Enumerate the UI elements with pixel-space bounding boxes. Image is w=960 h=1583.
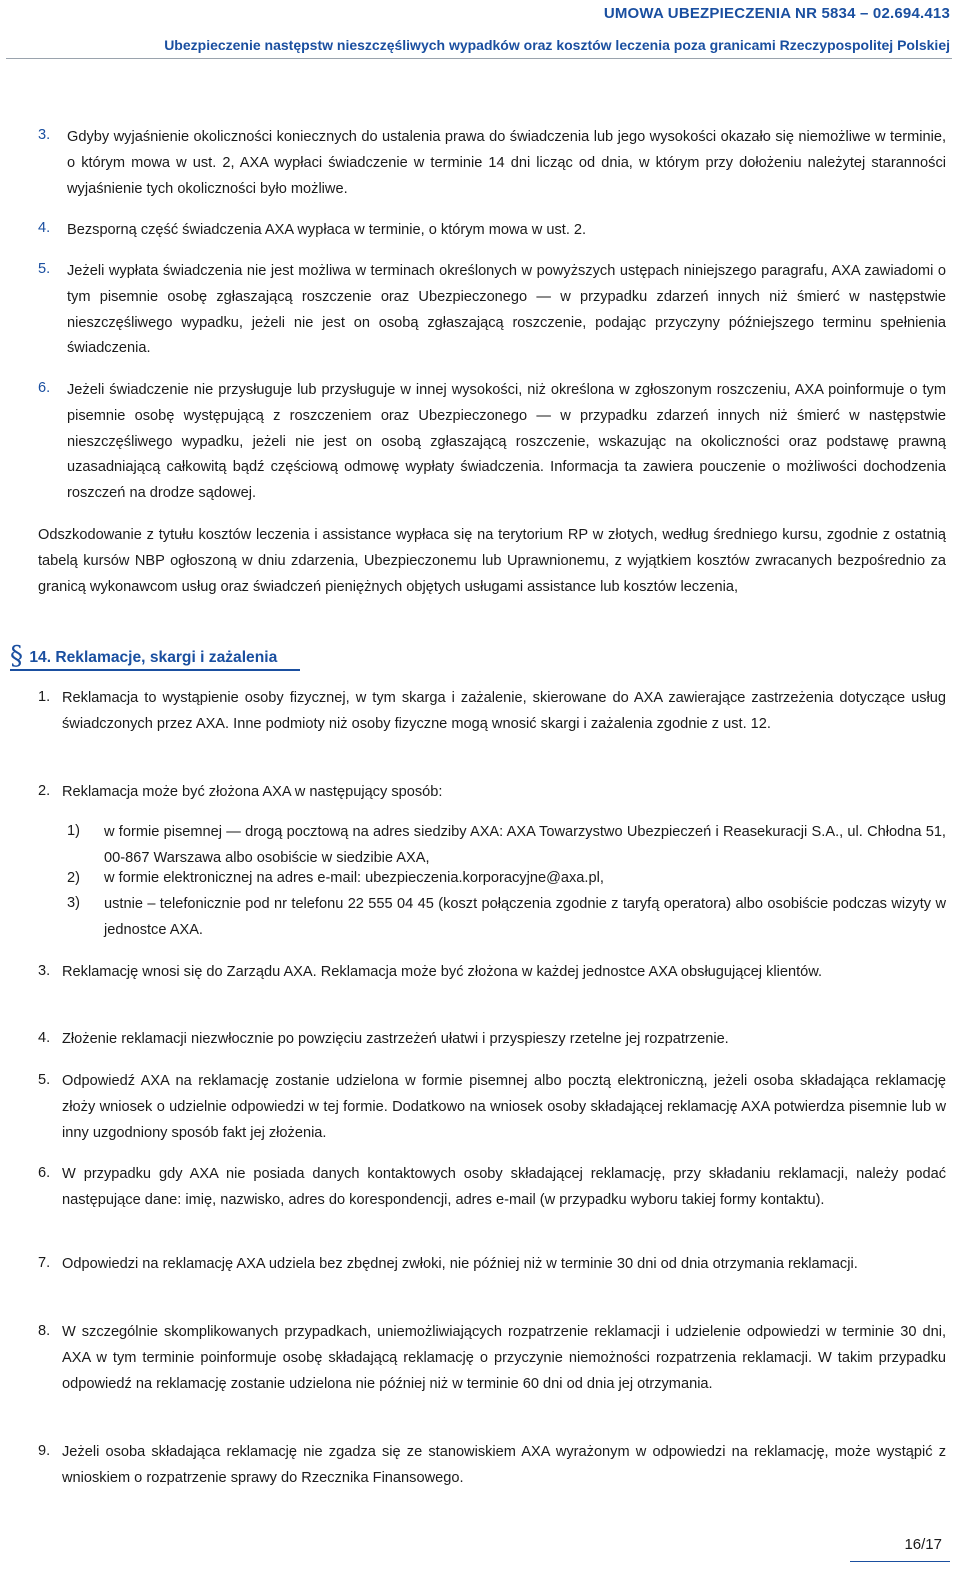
item-text: Złożenie reklamacji niezwłocznie po powzięciu zastrzeżeń ułatwi i przyspieszy rzetelne jej rozpatrzenie. [62,1031,729,1047]
method-text: w formie elektronicznej na adres e-mail: ubezpieczenia.korporacyjne@axa.pl, [104,870,604,886]
complaint-item-8 [62,1320,946,1397]
item-text: Reklamację wnosi się do Zarządu AXA. Reklamacja może być złożona w każdej jednostce AXA obsługującej klientów. [62,964,823,980]
method-text: w formie pisemnej — drogą pocztową na adres siedziby AXA: AXA Towarzystwo Ubezpieczeń i Reasekuracji S.A., ul. Chłodna 51, 00-867 Warszawa albo osobiście w siedzibie AXA, [104,824,946,866]
method-1 [104,820,946,872]
complaint-item-6 [62,1162,946,1214]
compensation-paragraph: Odszkodowanie z tytułu kosztów leczenia i assistance wypłaca się na terytorium RP w złotych, według średniego kursu, zgodnie z ostatnią tabelą kursów NBP ogłoszoną w dniu zdarzenia, Ubezpieczonemu lub Uprawnionemu, z wyjątkiem kosztów zwracanych bezpośrednio za granicą wykonawcom usług oraz świadczeń pieniężnych objętych usługami assistance lub kosztów leczenia, [38,527,946,595]
item-text: Jeżeli świadczenie nie przysługuje lub przysługuje w innej wysokości, niż określona w zgłoszonym roszczeniu, AXA poinformuje o tym pisemnie osobę występującą z roszczeniem oraz Ubezpieczonego — w przypadku zdarzeń innych niż śmierć w następstwie nieszczęśliwego wypadku, jeżeli nie jest on osobą zgłaszającą roszczenie, wskazując na okoliczności oraz podstawę prawną uzasadniającą całkowitą bądź częściową odmowę wypłaty świadczenia. Informacja ta zawiera pouczenie o możliwości dochodzenia roszczeń na drodze sądowej. [67,382,946,502]
item-text: Gdyby wyjaśnienie okoliczności koniecznych do ustalenia prawa do świadczenia lub jego wysokości okazało się niemożliwe w terminie, o którym mowa w ust. 2, AXA wypłaci świadczenie w terminie 14 dni licząc od dnia, w którym przy dołożeniu należytej staranności wyjaśnienie tych okoliczności było możliwe. [67,129,946,197]
complaint-item-7 [62,1252,946,1278]
item-text: W szczególnie skomplikowanych przypadkach, uniemożliwiających rozpatrzenie reklamacji i udzielenie odpowiedzi w terminie 30 dni, AXA w tym terminie poinformuje osobę składającą reklamację o przyczynie niemożności rozpatrzenia reklamacji. W takim przypadku odpowiedź na reklamację zostanie udzielona nie później niż w terminie 60 dni od dnia jej otrzymania. [62,1324,946,1392]
item-number: 3. [38,963,51,979]
item-number: 1. [38,689,51,705]
contract-number: UMOWA UBEZPIECZENIA NR 5834 – 02.694.413 [603,5,950,22]
method-number: 1) [67,823,80,839]
intro-item-5 [67,259,946,362]
item-number: 2. [38,783,51,799]
paragraph-symbol: § [10,641,23,671]
item-number: 4. [38,1030,51,1046]
method-text: ustnie – telefonicznie pod nr telefonu 22 555 04 45 (koszt połączenia zgodnie z taryfą operatora) albo osobiście podczas wizyty w jednostce AXA. [104,896,946,938]
item-number: 5. [38,1072,51,1088]
complaint-item-2 [62,780,946,806]
item-number: 9. [38,1443,51,1459]
item-number: 6. [38,1165,51,1181]
section-underline [10,669,300,671]
section-title: 14. Reklamacje, skargi i zażalenia [29,649,278,666]
complaint-item-1 [62,686,946,738]
item-text: Jeżeli wypłata świadczenia nie jest możliwa w terminach określonych w powyższych ustępach niniejszego paragrafu, AXA zawiadomi o tym pisemnie osobę zgłaszającą roszczenie oraz Ubezpieczonego — w przypadku zdarzeń innych niż śmierć w następstwie nieszczęśliwego wypadku, jeżeli nie jest on osobą zgłaszającą roszczenie, podając przyczyny późniejszego terminu spełnienia świadczenia. [67,263,946,357]
item-text: Odpowiedź AXA na reklamację zostanie udzielona w formie pisemnej albo pocztą elektroniczną, jeżeli osoba składająca reklamację złoży wniosek o udzielnie odpowiedzi w tej formie. Dodatkowo na wniosek osoby składającej reklamację AXA potwierdza pisemnie lub w inny uzgodniony sposób fakt jej złożenia. [62,1073,946,1141]
item-text: W przypadku gdy AXA nie posiada danych kontaktowych osoby składającej reklamację, przy składaniu reklamacji, należy podać następujące dane: imię, nazwisko, adres do korespondencji, adres e-mail (w przypadku wyboru takiej formy kontaktu). [62,1166,946,1208]
item-text: Bezsporną część świadczenia AXA wypłaca w terminie, o którym mowa w ust. 2. [67,222,587,238]
item-text: Reklamacja to wystąpienie osoby fizycznej, w tym skarga i zażalenie, skierowane do AXA zawierające zastrzeżenia dotyczące usług świadczonych przez AXA. Inne podmioty niż osoby fizyczne mogą wnosić skargi i zażalenia zgodnie z ust. 12. [62,690,946,732]
complaint-item-9 [62,1440,946,1492]
complaint-item-5 [62,1069,946,1146]
item-text: Jeżeli osoba składająca reklamację nie zgadza się ze stanowiskiem AXA wyrażonym w odpowiedzi na reklamację, może wystąpić z wnioskiem o rozpatrzenie sprawy do Rzecznika Finansowego. [62,1444,946,1486]
method-number: 2) [67,870,80,886]
intro-item-4 [67,218,946,244]
section-heading [10,641,277,671]
complaint-item-4 [62,1027,946,1053]
page-number: 16/17 [904,1536,942,1553]
item-number: 7. [38,1255,51,1271]
method-number: 3) [67,895,80,911]
method-3 [104,892,946,944]
complaint-item-3 [62,960,946,986]
method-2 [104,866,946,892]
item-text: Odpowiedzi na reklamację AXA udziela bez zbędnej zwłoki, nie później niż w terminie 30 dni od dnia otrzymania reklamacji. [62,1256,858,1272]
item-number: 6. [38,380,51,396]
footer-divider [850,1561,950,1562]
item-number: 5. [38,261,51,277]
item-number: 4. [38,220,51,236]
document-subtitle: Ubezpieczenie następstw nieszczęśliwych wypadków oraz kosztów leczenia poza granicami Rzeczypospolitej Polskiej [164,37,950,53]
intro-item-3 [67,125,946,202]
item-number: 3. [38,127,51,143]
intro-item-6 [67,378,946,507]
header-divider [6,58,952,59]
item-text: Reklamacja może być złożona AXA w następujący sposób: [62,784,443,800]
item-number: 8. [38,1323,51,1339]
